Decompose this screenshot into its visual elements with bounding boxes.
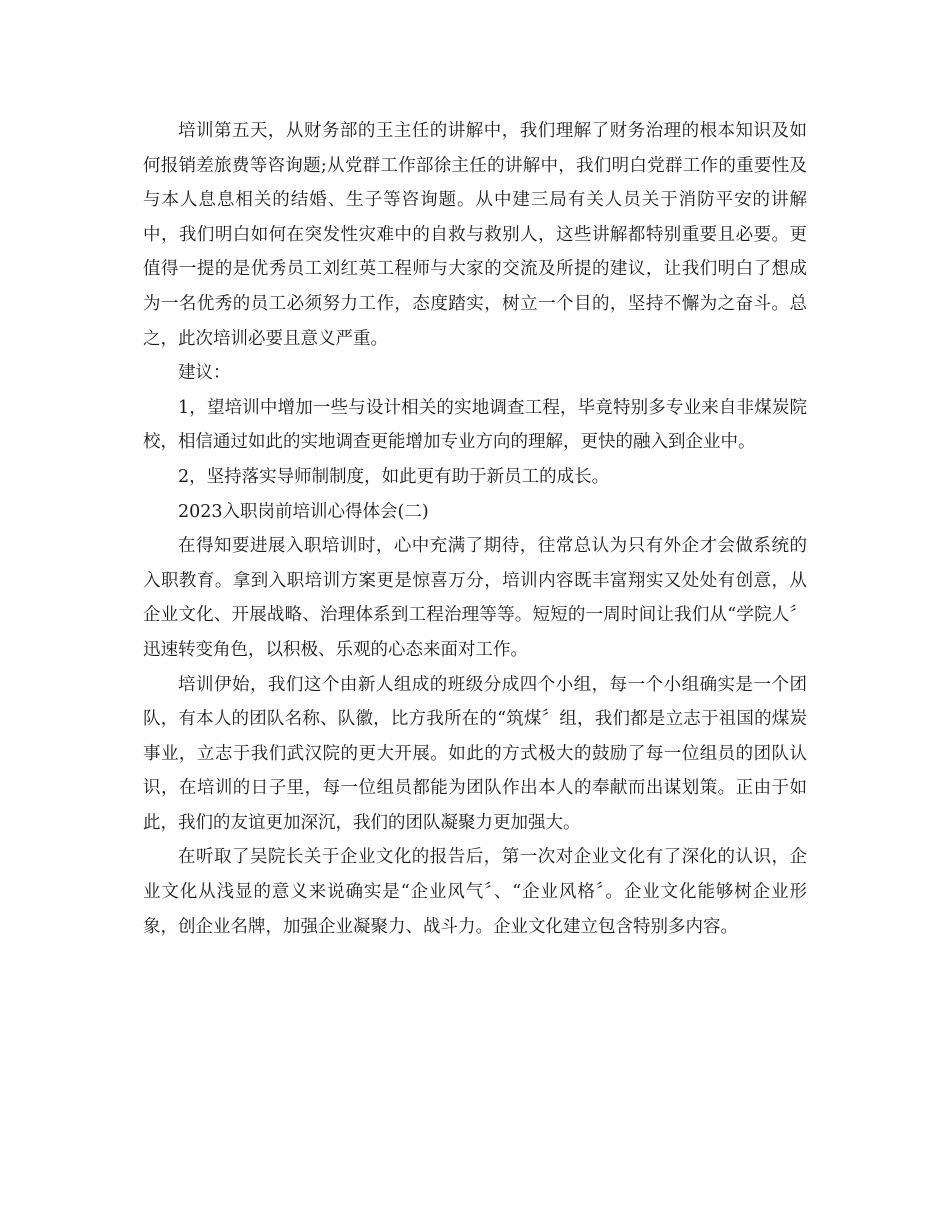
paragraph-corporate-culture: 在听取了吴院长关于企业文化的报告后，第一次对企业文化有了深化的认识，企业文化从浅显的意义来说确实是“企业风气〞、“企业风格〞。企业文化能够树企业形象，创企业名牌，加强企业凝聚力、战斗力。企业文化建立包含特别多内容。: [143, 847, 807, 937]
paragraph-training-day-five: 培训第五天，从财务部的王主任的讲解中，我们理解了财务治理的根本知识及如何报销差旅费等咨询题;从党群工作部徐主任的讲解中，我们明白党群工作的重要性及与本人息息相关的结婚、生子等咨询题。从中建三局有关人员关于消防平安的讲解中，我们明白如何在突发性灾难中的自救与救别人，这些讲解都特别重要且必要。更值得一提的是优秀员工刘红英工程师与大家的交流及所提的建议，让我们明白了想成为一名优秀的员工必须努力工作，态度踏实，树立一个目的，坚持不懈为之奋斗。总之，此次培训必要且意义严重。: [143, 121, 807, 349]
section-title: 2023入职岗前培训心得体会(二): [178, 501, 429, 522]
paragraph-suggestions-heading: 建议：: [178, 363, 231, 384]
paragraph-expectations: 在得知要进展入职培训时，心中充满了期待，往常总认为只有外企才会做系统的入职教育。拿到入职培训方案更是惊喜万分，培训内容既丰富翔实又处处有创意，从企业文化、开展战略、治理体系到工程治理等等。短短的一周时间让我们从“学院人〞迅速转变角色，以积极、乐观的心态来面对工作。: [143, 536, 807, 660]
paragraph-team-groups: 培训伊始，我们这个由新人组成的班级分成四个小组，每一个小组确实是一个团队，有本人的团队名称、队徽，比方我所在的“筑煤〞组，我们都是立志于祖国的煤炭事业，立志于我们武汉院的更大开展。如此的方式极大的鼓励了每一位组员的团队认识，在培训的日子里，每一位组员都能为团队作出本人的奉献而出谋划策。正由于如此，我们的友谊更加深沉，我们的团队凝聚力更加强大。: [143, 674, 807, 833]
document-page: [143, 114, 807, 944]
paragraph-suggestion-two: 2，坚持落实导师制制度，如此更有助于新员工的成长。: [178, 466, 610, 487]
paragraph-suggestion-one: 1，望培训中增加一些与设计相关的实地调查工程，毕竟特别多专业来自非煤炭院校，相信通过如此的实地调查更能增加专业方向的理解，更快的融入到企业中。: [143, 397, 807, 453]
